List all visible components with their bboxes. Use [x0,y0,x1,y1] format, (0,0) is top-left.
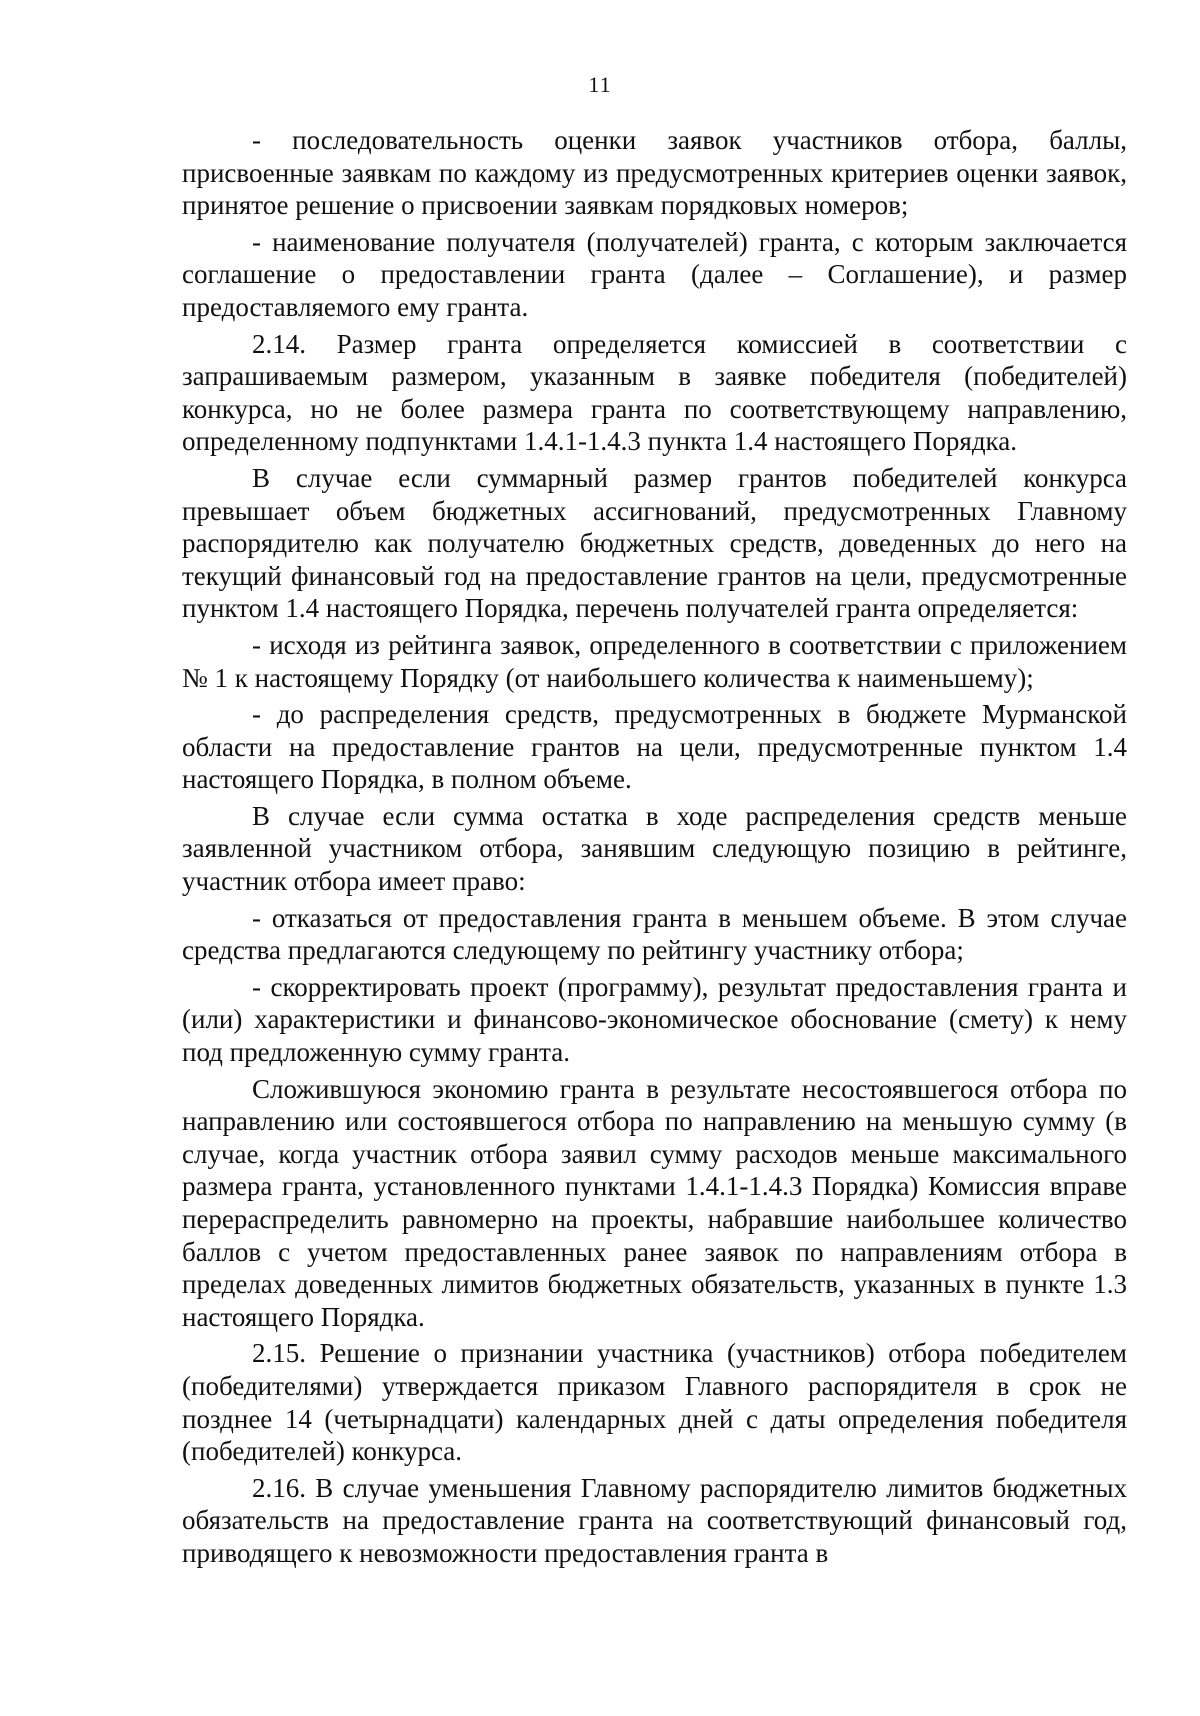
paragraph-2-16: 2.16. В случае уменьшения Главному распорядителю лимитов бюджетных обязательств на предоставление гранта на соответствующий финансовый год, приводящего к невозможности предоставления гранта в [182,1472,1127,1568]
document-body [182,124,1127,1574]
paragraph-refuse-grant: - отказаться от предоставления гранта в меньшем объеме. В этом случае средства предлагаются следующему по рейтингу участнику отбора; [182,902,1127,966]
paragraph-2-14: 2.14. Размер гранта определяется комиссией в соответствии с запрашиваемым размером, указанным в заявке победителя (победителей) конкурса, но не более размера гранта по соответствующему направлению, определенному подпунктами 1.4.1-1.4.3 пункта 1.4 настоящего Порядка. [182,328,1127,457]
paragraph-remainder-less: В случае если сумма остатка в ходе распределения средств меньше заявленной участником отбора, занявшим следующую позицию в рейтинге, участник отбора имеет право: [182,800,1127,897]
paragraph-until-distribution: - до распределения средств, предусмотренных в бюджете Мурманской области на предоставление грантов на цели, предусмотренные пунктом 1.4 настоящего Порядка, в полном объеме. [182,699,1127,795]
paragraph-adjust-project: - скорректировать проект (программу), результат предоставления гранта и (или) характеристики и финансово-экономическое обоснование (смету) к нему под предложенную сумму гранта. [182,971,1127,1068]
page-number: 11 [588,72,612,97]
paragraph-savings-redistribution: Сложившуюся экономию гранта в результате несостоявшегося отбора по направлению или состоявшегося отбора по направлению на меньшую сумму (в случае, когда участник отбора заявил сумму расходов меньше максимального размера гранта, установленного пунктами 1.4.1-1.4.3 Порядка) Комиссия вправе перераспределить равномерно на проекты, набравшие наибольшее количество баллов с учетом предоставленных ранее заявок по направлениям отбора в пределах доведенных лимитов бюджетных обязательств, указанных в пункте 1.3 настоящего Порядка. [182,1073,1127,1332]
paragraph-evaluation-sequence: - последовательность оценки заявок участников отбора, баллы, присвоенные заявкам по каждому из предусмотренных критериев оценки заявок, принятое решение о присвоении заявкам порядковых номеров; [182,125,1127,221]
paragraph-exceeds-budget: В случае если суммарный размер грантов победителей конкурса превышает объем бюджетных ассигнований, предусмотренных Главному распорядителю как получателю бюджетных средств, доведенных до него на текущий финансовый год на предоставление грантов на цели, предусмотренные пунктом 1.4 настоящего Порядка, перечень получателей гранта определяется: [182,462,1127,624]
paragraph-recipient-name: - наименование получателя (получателей) гранта, с которым заключается соглашение о предоставлении гранта (далее – Соглашение), и размер предоставляемого ему гранта. [182,226,1127,322]
paragraph-rating-based: - исходя из рейтинга заявок, определенного в соответствии с приложением № 1 к настоящему Порядку (от наибольшего количества к наименьшему); [182,629,1127,693]
paragraph-2-15: 2.15. Решение о признании участника (участников) отбора победителем (победителями) утверждается приказом Главного распорядителя в срок не позднее 14 (четырнадцати) календарных дней с даты определения победителя (победителей) конкурса. [182,1338,1127,1467]
